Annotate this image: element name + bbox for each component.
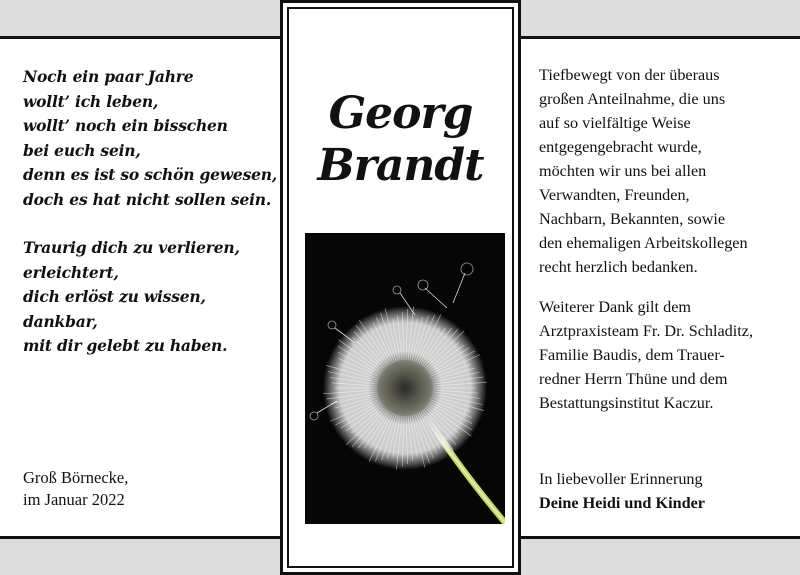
center-frame bbox=[287, 7, 514, 568]
signature-intro: In liebevoller Erinnerung bbox=[539, 470, 703, 488]
deceased-last-name: Brandt bbox=[317, 140, 484, 191]
thanks-line: Tiefbewegt von der überaus bbox=[539, 66, 720, 84]
thanks-line: Verwandten, Freunden, bbox=[539, 186, 690, 204]
thanks-line: Familie Baudis, dem Trauer- bbox=[539, 346, 725, 364]
right-panel bbox=[512, 36, 800, 539]
poem-line: doch es hat nicht sollen sein. bbox=[23, 189, 272, 209]
poem-line: wollt’ ich leben, bbox=[23, 91, 159, 111]
place-date-text: im Januar 2022 bbox=[23, 490, 125, 509]
thanks-line: Nachbarn, Bekannten, sowie bbox=[539, 210, 726, 228]
poem-line: mit dir gelebt zu haben. bbox=[23, 336, 228, 355]
poem-line: dankbar, bbox=[23, 311, 98, 331]
dandelion-image bbox=[305, 233, 505, 524]
poem-line: denn es ist so schön gewesen, bbox=[23, 165, 278, 184]
thanks-line: redner Herrn Thüne und dem bbox=[539, 370, 728, 388]
center-panel bbox=[280, 0, 521, 575]
thanks-line: entgegengebracht wurde, bbox=[539, 138, 702, 156]
thanks-line: großen Anteilnahme, die uns bbox=[539, 90, 726, 108]
place-town: Groß Börnecke, bbox=[23, 468, 129, 487]
left-panel bbox=[0, 36, 290, 539]
poem-line: Traurig dich zu verlieren, bbox=[23, 238, 240, 257]
thanks-text bbox=[539, 63, 797, 415]
poem-line: erleichtert, bbox=[23, 262, 119, 282]
thanks-line: auf so vielfältige Weise bbox=[539, 114, 691, 132]
deceased-first-name: Georg bbox=[328, 88, 473, 139]
thanks-line: recht herzlich bedanken. bbox=[539, 258, 698, 276]
place-date bbox=[23, 467, 128, 511]
poem-line: wollt’ noch ein bisschen bbox=[23, 116, 228, 135]
thanks-line: Arztpraxisteam Fr. Dr. Schladitz, bbox=[539, 322, 753, 340]
thanks-line: den ehemaligen Arbeitskollegen bbox=[539, 234, 748, 252]
thanks-line: möchten wir uns bei allen bbox=[539, 162, 707, 180]
signature bbox=[539, 467, 705, 515]
signature-names: Deine Heidi und Kinder bbox=[539, 494, 705, 512]
poem-line: bei euch sein, bbox=[23, 140, 141, 160]
thanks-line: Weiterer Dank gilt dem bbox=[539, 298, 691, 316]
poem bbox=[23, 65, 285, 359]
poem-line: Noch ein paar Jahre bbox=[23, 67, 194, 86]
poem-line: dich erlöst zu wissen, bbox=[23, 287, 206, 306]
thanks-line: Bestattungsinstitut Kaczur. bbox=[539, 394, 714, 412]
